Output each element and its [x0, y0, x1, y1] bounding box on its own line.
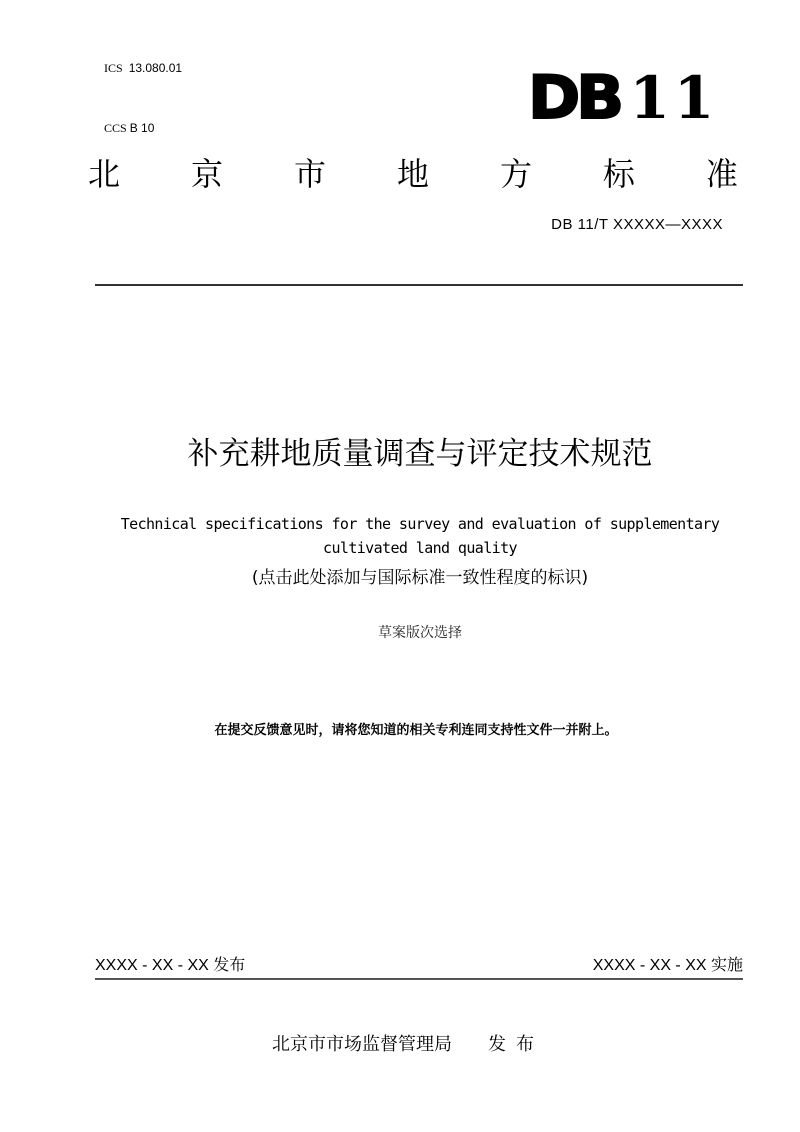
draft-version-selector[interactable]: 草案版次选择: [378, 625, 462, 641]
standard-type-char: 方: [499, 155, 532, 193]
standard-type-char: 准: [705, 155, 738, 193]
standard-type-char: 北: [88, 155, 121, 193]
db-logo: [528, 63, 719, 133]
release-date: XXXX - XX - XX 发布: [95, 957, 246, 974]
consistency-placeholder[interactable]: (点击此处添加与国际标准一致性程度的标识): [251, 568, 589, 588]
implementation-date: XXXX - XX - XX 实施: [592, 957, 743, 974]
ics-code: 13.080.01: [128, 61, 183, 75]
publisher-name: 北京市市场监督管理局: [272, 1034, 452, 1055]
ccs-code: B 10: [129, 121, 155, 135]
bottom-divider: [95, 978, 743, 980]
standard-type-char: 地: [396, 155, 429, 193]
chinese-title: 补充耕地质量调查与评定技术规范: [187, 436, 653, 472]
ccs-label: CCS: [104, 121, 127, 135]
standard-type-char: 市: [293, 155, 326, 193]
standard-type-heading: [88, 150, 738, 198]
ics-row: [92, 38, 182, 98]
classification-codes: [92, 38, 182, 158]
standard-code: DB 11/T XXXXX—XXXX: [551, 216, 723, 233]
top-divider: [95, 284, 743, 286]
db-logo-number: 11: [629, 64, 719, 132]
ics-label: ICS: [104, 61, 123, 75]
dates-row: [95, 954, 743, 978]
publisher-action: 发布: [488, 1034, 544, 1055]
english-title: Technical specifications for the survey and evaluation of supplementary cultivated land quality: [120, 515, 720, 557]
patent-note: 在提交反馈意见时，请将您知道的相关专利连同支持性文件一并附上。: [214, 723, 618, 738]
standard-type-char: 京: [190, 155, 223, 193]
ccs-row: [92, 98, 182, 158]
db-logo-prefix: DB: [528, 63, 620, 133]
publisher-line: [272, 1032, 544, 1058]
standard-type-char: 标: [602, 155, 635, 193]
